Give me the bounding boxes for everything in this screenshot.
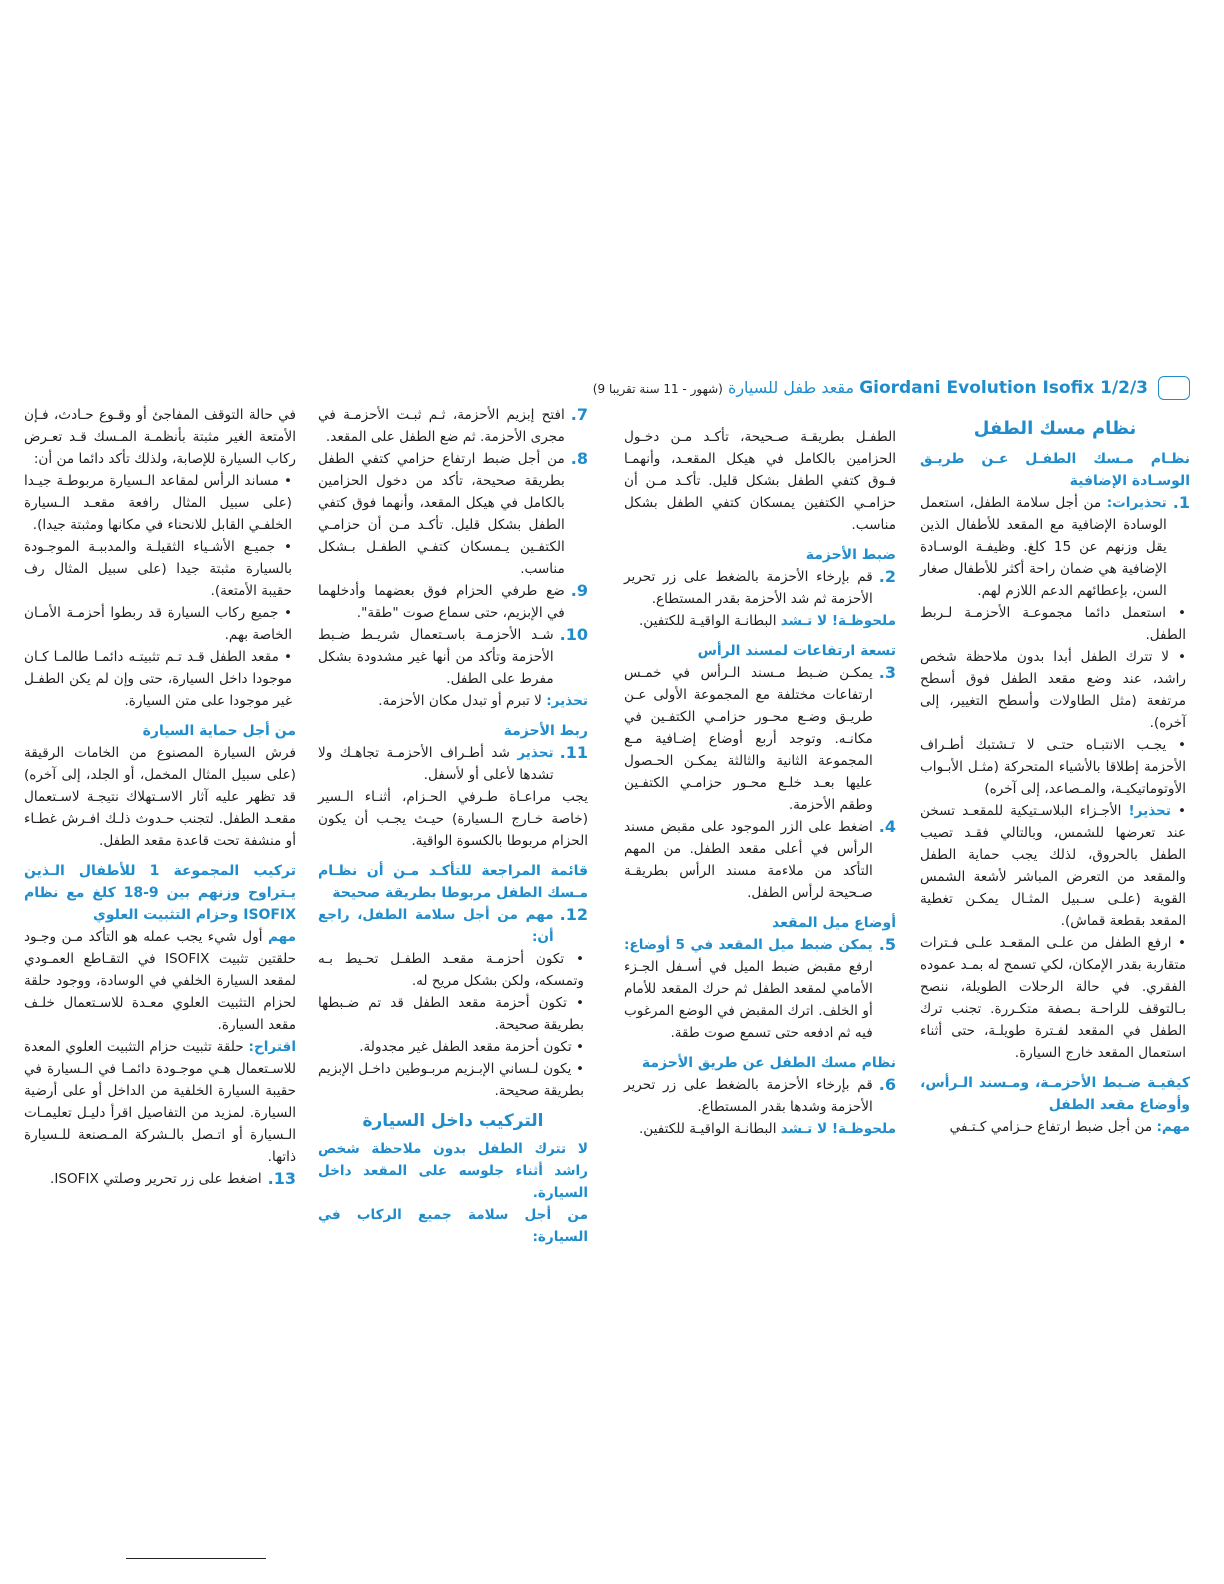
page-tab-marker	[1158, 376, 1190, 400]
header-age: (9 شهور - 11 سنة تقريبا)	[592, 382, 723, 396]
bullet: • يجـب الانتبـاه حتـى لا تـشتبك أطـراف الأحزمة إطلاقا بالأشياء المتحركة (مثـل الأبـواب الأوتوماتيكيـة، والمـصاعد، إلى آخره)	[920, 734, 1190, 800]
important-label: مهم	[267, 929, 296, 945]
paragraph: الطفـل بطريقـة صـحيحة، تأكـد مـن دخـول الحزامين بالكامل في هيكل المقعـد، وأنهمـا فـوق كتفي الطفل بشكل قليل. تأكـد مـن أن حزامـي الكتفين يمسكان كتفي الطفل بشكل مناسب.	[624, 429, 896, 533]
bullet: • لا تترك الطفل أبدا بدون ملاحظة شخص راشد، عند وضع مقعد الطفل فوق أسطح مرتفعة (مثل الطاولات وأسطح التغيير، إلى آخره).	[920, 646, 1190, 734]
page-header	[592, 376, 1190, 402]
heading-protect: من أجل حماية السيارة	[142, 723, 296, 739]
warning-label: تحذير:	[546, 693, 588, 709]
note-text: البطانـة الواقيـة للكتفين.	[638, 613, 777, 629]
footnote-rule	[126, 1558, 266, 1559]
step-text: قم بإرخاء الأحزمة بالضغط على زر تحرير الأحزمة وشدها بقدر المستطاع.	[624, 1077, 873, 1115]
heading-checklist: قائمة المراجعة للتأكـد مـن أن نظـام مـسك الطفل مربوطا بطريقة صحيحة	[318, 863, 588, 901]
step-number: 5.	[878, 935, 896, 954]
step-4	[624, 816, 896, 904]
checklist-item: • تكون أحزمة مقعد الطفل قد تم ضـبطها بطريقة صحيحة.	[318, 992, 588, 1036]
note-text: البطانـة الواقيـة للكتفين.	[638, 1121, 777, 1137]
step-label: مهم من أجل سلامة الطفل، راجع أن:	[318, 907, 554, 945]
paragraph: في حالة التوقف المفاجئ أو وقـوع حـادث، فـإن الأمتعة الغير مثبتة بأنظمـة المـسك قـد تعـرض ركاب السيارة للإصابة، ولذلك تأكد دائما من أن:	[24, 407, 296, 467]
checklist-item: • يكون لـساني الإبـزيم مربـوطين داخـل الإبزيم بطريقة صحيحة.	[318, 1058, 588, 1102]
heading-group1: تركيب المجموعة 1 للأطفال الـذين يـتراوح وزنهم بين 9-18 كلغ مع نظام ISOFIX وحزام التثبيت العلوي	[24, 863, 296, 923]
bullet: • مقعد الطفل قـد تـم تثبيتـه دائمـا طالمـا كـان موجودا داخل السيارة، حتى وإن لم يكن الطفـل غير موجودا على متن السيارة.	[24, 646, 296, 712]
step-text: ضع طرفي الحزام فوق بعضهما وأدخلهما في الإبزيم، حتى سماع صوت "طقة".	[318, 583, 565, 621]
bullet: • مساند الرأس لمقاعد الـسيارة مربوطـة جيـدا (على سبيل المثال رافعة مقعـد الـسيارة الخلفـي القابل للانحناء في مكانها ومثبتة جيدا).	[24, 470, 296, 536]
bullet-text: الأجـزاء البلاسـتيكية للمقعـد تسخن عند تعرضها للشمس، وبالتالي فقـد تصيب الطفل بالحروق، لذلك يجب حماية الطفل والمقعد من التعرض المباشر لأشعة الشمس القوية (علـى سـبيل المثـال يمكـن تغطية المقعد بقطعة قماش).	[920, 803, 1186, 929]
warning-label: تحذيرات:	[1106, 495, 1167, 511]
step-number: 4.	[878, 817, 896, 836]
step-number: 2.	[878, 567, 896, 586]
warning-supervision: لا تترك الطفل بدون ملاحظة شخص راشد أثناء جلوسه على المقعد داخل السيارة.	[318, 1141, 588, 1201]
bullet: • استعمل دائما مجموعـة الأحزمـة لـربط الطفل.	[920, 602, 1190, 646]
step-number: 3.	[878, 663, 896, 682]
note	[624, 610, 896, 632]
step-1	[920, 492, 1190, 602]
column-1	[920, 404, 1190, 1138]
step-text: من أجل سلامة الطفل، استعمل الوسادة الإضافية مع المقعد للأطفال الذين يقل وزنهم عن 15 كلغ. وظيفـة الوسـادة الإضافية هي ضمان راحة أكثر للأطفال صغار السن، بإعطائهم الدعم اللازم لهم.	[920, 495, 1167, 599]
step-3	[624, 662, 896, 816]
paragraph: يجب مراعـاة طـرفي الحـزام، أثنـاء الـسير (خاصة خـارج الـسيارة) حيـث يجـب أن يكون الحزام مربوطا بالكسوة الواقية.	[318, 789, 588, 849]
step-text: ارفع مقبض ضبط الميل في أسـفل الجـزء الأمامي لمقعد الطفل ثم حرك المقعد للأمام أو الخلف. اترك المقبض في الوضع المرغوب فيه ثم ادفعه حتى تسمع صوت طقة.	[624, 959, 873, 1041]
note-label: ملحوظـة! لا تـشد	[780, 613, 896, 629]
step-9	[318, 580, 588, 624]
suggestion-label: اقتراح:	[248, 1039, 296, 1055]
step-11	[318, 742, 588, 786]
step-number: 11.	[559, 743, 588, 762]
step-7	[318, 404, 588, 448]
checklist-item: • تكون أحزمة مقعد الطفل غير مجدولة.	[318, 1036, 588, 1058]
note-label: ملحوظـة! لا تـشد	[780, 1121, 896, 1137]
note	[624, 1118, 896, 1140]
important-text: أول شيء يجب عمله هو التأكد مـن وجـود حلقتين تثبيت ISOFIX في التقـاطع العمـودي لمقعد السيارة الخلفي في الوسادة، ووجود حلقة لحزام التثبيت العلوي معـدة للاسـتعمال خلـف مقعد السيارة.	[24, 929, 296, 1033]
heading-tie: ربط الأحزمة	[503, 723, 588, 739]
paragraph: فرش السيارة المصنوع من الخامات الرقيقة (على سبيل المثال المخمل، أو الجلد، إلى آخره) قد تظهر عليه آثار الاسـتهلاك نتيجـة لاسـتعمال مقعـد الطفل. لتجنب حـدوث ذلـك افـرش غطـاء أو منشفة تحت قاعدة مقعد الطفل.	[24, 745, 296, 849]
section-title-system: نظام مسك الطفل	[973, 418, 1137, 439]
warning-passengers: من أجل سلامة جميع الركاب في السيارة:	[318, 1207, 588, 1245]
step-number: 13.	[267, 1169, 296, 1188]
important-note	[24, 926, 296, 1036]
important-label: مهم:	[1156, 1119, 1190, 1135]
step-2	[624, 566, 896, 610]
bullet: • جميـع الأشـياء الثقيلـة والمدببـة الموجـودة بالسيارة مثبتة جيدا (على سبيل المثال رف حقيبة الأمتعة).	[24, 536, 296, 602]
important-note	[920, 1116, 1190, 1138]
step-label: يمكن ضبط ميل المقعد في 5 أوضاع:	[624, 937, 873, 953]
heading-belts: ضبط الأحزمة	[805, 547, 896, 563]
checklist-item: • تكون أحزمـة مقعـد الطفـل تحـيط بـه وتمسكه، ولكن بشكل مريح له.	[318, 948, 588, 992]
step-12	[318, 904, 588, 948]
heading-adjust: كيفيـة ضـبط الأحزمـة، ومـسند الـرأس، وأوضاع مقعد الطفل	[920, 1075, 1190, 1113]
step-text: اضغط على زر تحرير وصلتي ISOFIX.	[50, 1171, 262, 1187]
bullet: • ارفع الطفل من علـى المقعـد علـى فـترات متقاربة بقدر الإمكان، لكي تسمح له بمـد عموده الفقري. في حالة الرحلات الطويلة، ننصح بـالتوقف للراحـة بـصفة متكـررة. تجنب ترك الطفل في المقعد لفـترة طويلـة، حتى أثناء استعمال المقعد خارج السيارة.	[920, 932, 1190, 1064]
warning-label: تحذير!	[1128, 803, 1171, 819]
step-text: افتح إبزيم الأحزمة، ثـم ثبـت الأحزمـة في مجرى الأحزمة. ثم ضع الطفل على المقعد.	[318, 407, 565, 445]
bullet: • جميع ركاب السيارة قد ربطوا أحزمـة الأمـان الخاصة بهم.	[24, 602, 296, 646]
step-13	[24, 1168, 296, 1190]
step-text: شـد الأحزمـة باسـتعمال شريـط ضـبط الأحزمة وتأكد من أنها غير مشدودة بشكل مفرط على الطفل.	[318, 627, 554, 687]
bullet	[920, 800, 1190, 932]
warning-text: لا تبرم أو تبدل مكان الأحزمة.	[378, 693, 542, 709]
column-4	[24, 404, 296, 1190]
step-text: اضغط على الزر الموجود على مقبض مسند الرأس في أعلى مقعد الطفل. من المهم التأكد من ملاءمة مسند الرأس بطريقـة صـحيحة لرأس الطفل.	[624, 819, 873, 901]
warning-label: تحذير	[517, 745, 554, 761]
suggestion-text: حلقة تثبيت حزام التثبيت العلوي المعدة للاسـتعمال هـي موجـودة دائمـا في الـسيارة في حقيبة السيارة الخلفية من الداخل أو على أرضية السيارة. لمزيد من التفاصيل اقرأ دليـل تعليمـات الـسيارة أو اتـصل بالـشركة المـصنعة للـسيارة ذاتها.	[24, 1039, 296, 1165]
warning	[318, 690, 588, 712]
step-number: 1.	[1172, 493, 1190, 512]
step-text: من أجل ضبط ارتفاع حزامي كتفي الطفل بطريقة صحيحة، تأكد من دخول الحزامين بالكامل في هيكل المقعد، وأنهما فوق كتفي الطفل بشكل قليل. تأكـد مـن أن حزامـي الكتفـين يـمسكان كتفـي الطفـل بـشكل مناسب.	[318, 451, 565, 577]
column-2	[624, 426, 896, 1140]
step-number: 12.	[559, 905, 588, 924]
heading-cushion: نظـام مـسك الطفـل عـن طريـق الوسـادة الإضافية	[920, 451, 1190, 489]
step-number: 7.	[570, 405, 588, 424]
header-brand: Giordani Evolution Isofix 1/2/3	[859, 378, 1148, 398]
step-number: 9.	[570, 581, 588, 600]
important-text: من أجل ضبط ارتفاع حـزامي كـتـفي	[949, 1119, 1153, 1135]
step-text: قم بإرخاء الأحزمة بالضغط على زر تحرير الأحزمة ثم شد الأحزمة بقدر المستطاع.	[624, 569, 873, 607]
step-6	[624, 1074, 896, 1118]
step-text: يمكـن ضـبط مـسند الـرأس في خمـس ارتفاعات مختلفة مع المجموعة الأولى عـن طريـق وضـع محـور حزامـي الكتفـين في مكانـه. وتوجد أربع أوضاع إضـافية مـع المجموعة الثانية والثالثة يمكـن الحـصول عليها بعـد خلـع محـور حزامـي الكتفـين وطقم الأحزمة.	[624, 665, 873, 813]
header-title-ar: مقعد طفل للسيارة	[727, 378, 855, 397]
header-text	[593, 378, 1148, 398]
heading-belt-system: نظام مسك الطفل عن طريق الأحزمة	[641, 1055, 896, 1071]
section-title-install: التركيب داخل السيارة	[362, 1111, 544, 1131]
heading-headrest: تسعة ارتفاعات لمسند الرأس	[697, 643, 896, 659]
heading-tilt: أوضاع ميل المقعد	[772, 915, 896, 931]
step-number: 6.	[878, 1075, 896, 1094]
step-number: 8.	[570, 449, 588, 468]
column-3	[318, 404, 588, 1248]
step-5	[624, 934, 896, 1044]
step-text: شد أطـراف الأحزمـة تجاهـك ولا تشدها لأعلى أو لأسفل.	[318, 745, 554, 783]
step-number: 10.	[559, 625, 588, 644]
step-10	[318, 624, 588, 690]
suggestion	[24, 1036, 296, 1168]
step-8	[318, 448, 588, 580]
